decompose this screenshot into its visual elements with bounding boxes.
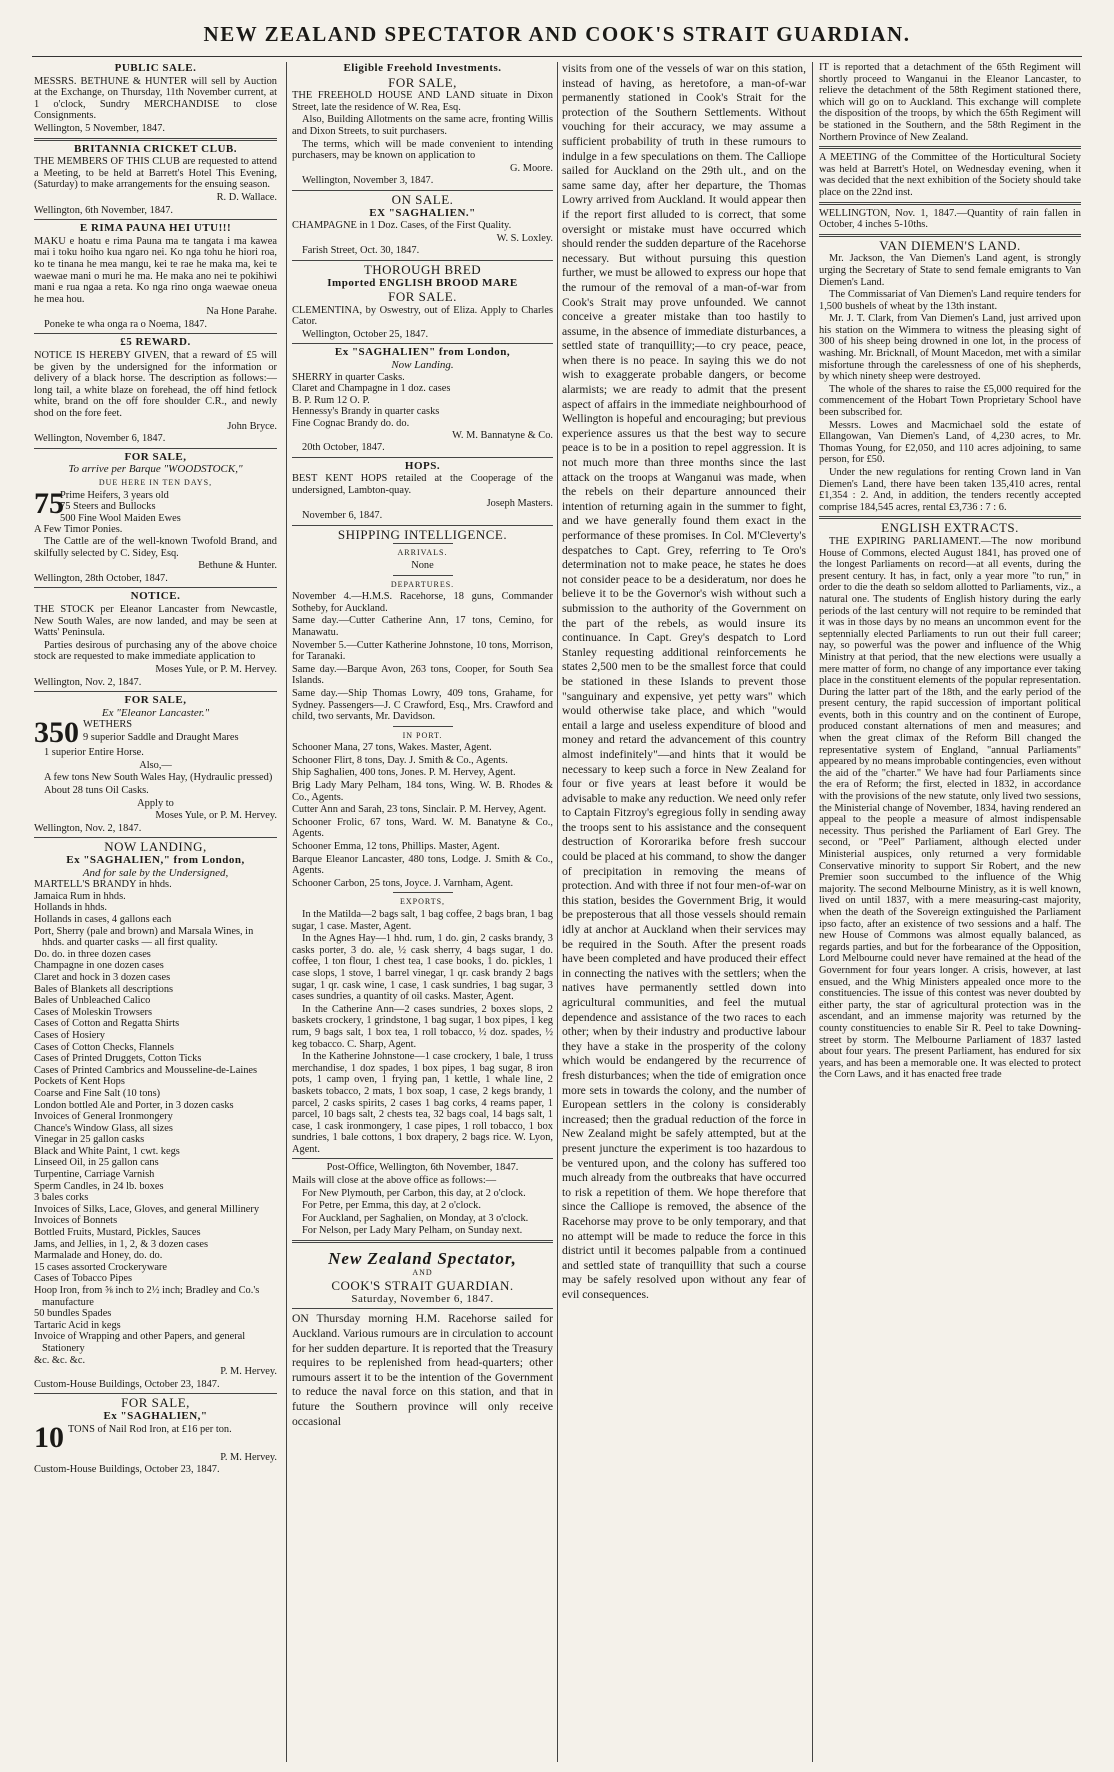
departures-list [292, 591, 553, 723]
divider [34, 219, 277, 220]
list-item: Invoices of General Ironmongery [34, 1111, 173, 1123]
list-item: Sperm Candles, in 24 lb. boxes [34, 1180, 164, 1192]
list-item: Vinegar in 25 gallon casks [34, 1134, 145, 1146]
ad-heading: FOR SALE, [124, 450, 187, 463]
ad-date: Wellington, November 3, 1847. [302, 175, 434, 187]
ad-brood-mare [292, 261, 553, 341]
newspaper-title: New Zealand Spectator, [328, 1249, 517, 1269]
list-item: Cases of Cotton Checks, Flannels [34, 1041, 174, 1053]
masthead-rule [32, 56, 1082, 57]
departure-entry: Same day.—Barque Avon, 263 tons, Cooper, for South Sea Islands. [292, 663, 553, 687]
ad-signature: P. M. Hervey. [220, 1451, 277, 1463]
list-item: Invoices of Silks, Lace, Gloves, and general Millinery [34, 1203, 260, 1215]
ad-subheading: Ex "Eleanor Lancaster." [101, 706, 210, 719]
ad-freehold [292, 63, 553, 187]
divider [292, 190, 553, 191]
list-item: Cases of Cotton and Regatta Shirts [34, 1018, 180, 1030]
ad-date: Wellington, November 6, 1847. [34, 433, 166, 445]
goods-list [292, 372, 553, 430]
ad-line: About 28 tuns Oil Casks. [44, 785, 149, 797]
shipping-intelligence [292, 526, 553, 1156]
list-item: 3 bales corks [34, 1192, 89, 1204]
ad-date: November 6, 1847. [302, 510, 383, 522]
ad-date: Wellington, Nov. 2, 1847. [34, 676, 142, 688]
in-port-entry: Ship Saghalien, 400 tons, Jones. P. M. Hervey, Agent. [292, 767, 516, 779]
ad-public-sale [34, 63, 277, 135]
ad-sherry [292, 347, 553, 453]
list-item: Champagne in one dozen cases [34, 960, 164, 972]
list-item: 15 cases assorted Crockeryware [34, 1261, 168, 1273]
column-4 [819, 62, 1081, 1762]
divider [393, 543, 453, 544]
list-item: Prime Heifers, 3 years old [60, 489, 169, 501]
ad-heading: FOR SALE, [121, 1395, 190, 1411]
divider [292, 1240, 553, 1243]
divider [34, 587, 277, 588]
list-item: A Few Timor Ponies. [34, 524, 123, 536]
ad-subheading: FOR SALE, [388, 74, 457, 90]
ad-body: NOTICE IS HEREBY GIVEN, that a reward of £5 will be given by the undersigned for the information or delivery of a black horse. The description as follows:—long tail, a white blaze on forehead, the off hind fetlock white, brand on the off fore shoulder C.R., and newly shod on the fore feet. [34, 350, 277, 420]
ad-signature: P. M. Hervey. [220, 1366, 277, 1378]
ad-wethers [34, 695, 277, 834]
ad-signature: W. S. Loxley. [496, 232, 553, 244]
ad-note: DUE HERE IN TEN DAYS, [98, 478, 213, 487]
ad-line: Apply to [137, 797, 174, 809]
subsection-heading: ARRIVALS. [397, 548, 448, 558]
ad-hops [292, 461, 553, 522]
list-item: SHERRY in quarter Casks. [292, 371, 405, 383]
divider [393, 892, 453, 893]
ad-heading: NOW LANDING, [104, 839, 207, 855]
export-entry: In the Agnes Hay—1 hhd. rum, 1 do. gin, 2 casks brandy, 3 casks porter, 3 do. ale, ½ cask sherry, 4 bags sugar, 1 do. coffee, 1 ton flour, 1 chest tea, 1 case books, 1 do. pickles, 1 case slops, 1 stove, 1 barrel vinegar, 1 qr. cask brandy 2 bags sugar, 1 qr. cask wine, 1 case, 1 cask sundries, 1 bag sugar, 3 cases sundries, a quantity of oil casks. Master, Agent. [292, 933, 553, 1003]
list-item: Claret and hock in 3 dozen cases [34, 971, 171, 983]
list-item: Fine Cognac Brandy do. do. [292, 418, 410, 430]
divider [34, 1393, 277, 1394]
column-3 [562, 62, 806, 1762]
ad-signature: G. Moore. [510, 162, 553, 174]
ad-heading: THOROUGH BRED [363, 261, 482, 277]
news-paragraph: Messrs. Lowes and Macmichael sold the estate of Ellangowan, Van Diemen's Land, of 4,230 acres, to Mr. Thomas Young, for £2,050, and 110 acres adjoining, to same person, for £50. [819, 419, 1081, 466]
ad-rima-pauna [34, 223, 277, 330]
ad-body: THE MEMBERS OF THIS CLUB are requested to attend a Meeting, to be held at Barrett's Hotel This Evening, (Saturday) to make arrangements for the ensuing season. [34, 156, 277, 191]
ad-line: 1 superior Entire Horse. [44, 747, 144, 759]
ad-date: 20th October, 1847. [302, 442, 385, 454]
ad-body: Parties desirous of purchasing any of the above choice stock are requested to make immediate application to [34, 639, 277, 663]
list-item: Linseed Oil, in 25 gallon cans [34, 1157, 159, 1169]
divider [292, 457, 553, 458]
divider [819, 516, 1081, 519]
editorial-lead: ON Thursday morning H.M. Racehorse sailed for Auckland. Various rumours are in circulation to account for her sudden departure. It is reported that the Treasury requires to be replenished from head-quarters; other rumours assert it to be the intention of the Government to reduce the naval force on this station, and that in future the Southern province will only receive occasional [292, 1312, 553, 1428]
ad-date: Wellington, Nov. 2, 1847. [34, 822, 142, 834]
news-paragraph: Under the new regulations for renting Crown land in Van Diemen's Land, there have been taken 135,410 acres, rental £1,354 : 2. And, in addition, the tenders recently accepted comprise 184,545 acres, rental £3,736 : 7 : 6. [819, 467, 1081, 513]
ad-subheading: Ex "SAGHALIEN," from London, [66, 854, 245, 867]
in-port-entry: Schooner Frolic, 67 tons, Ward. W. M. Banatyne & Co., Agents. [292, 816, 553, 840]
ad-signature: Na Hone Parahe. [206, 306, 277, 318]
section-heading: ENGLISH EXTRACTS. [881, 520, 1019, 536]
ad-woodstock [34, 452, 277, 585]
ad-nail-rod-iron [34, 1397, 277, 1475]
list-item: London bottled Ale and Porter, in 3 dozen casks [34, 1099, 234, 1111]
ad-signature: John Bryce. [227, 420, 277, 432]
divider [819, 202, 1081, 205]
news-paragraph: The Commissariat of Van Diemen's Land require tenders for 1,500 bushels of wheat by the 13th instant. [819, 289, 1081, 312]
notice-body: Mails will close at the above office as follows:— [292, 1175, 497, 1187]
ad-signature: Moses Yule, or P. M. Hervey. [155, 663, 277, 675]
column-rule [812, 62, 813, 1762]
ad-notice [34, 591, 277, 688]
list-item: &c. &c. &c. [34, 1354, 86, 1366]
stock-list [34, 486, 277, 536]
in-port-entry: Brig Lady Mary Pelham, 184 tons, Wing. W. B. Rhodes & Co., Agents. [292, 780, 553, 803]
divider [34, 333, 277, 334]
big-number: 350 [34, 716, 79, 750]
export-entry: In the Matilda—2 bags salt, 1 bag coffee, 2 bags bran, 1 bag sugar, 1 case. Master, Agent. [292, 909, 553, 932]
divider [393, 726, 453, 727]
list-item: Chance's Window Glass, all sizes [34, 1122, 173, 1134]
list-item: Cases of Printed Druggets, Cotton Ticks [34, 1053, 202, 1065]
list-item: Claret and Champagne in 1 doz. cases [292, 383, 451, 395]
news-paragraph: WELLINGTON, Nov. 1, 1847.—Quantity of rain fallen in October, 4 inches 5-10ths. [819, 207, 1081, 231]
ad-body: Also, Building Allotments on the same acre, fronting Willis and Dixon Streets, to suit purchasers. [292, 114, 553, 137]
masthead: NEW ZEALAND SPECTATOR AND COOK'S STRAIT GUARDIAN. [203, 22, 911, 46]
column-rule [557, 62, 558, 1762]
post-office-notice [292, 1162, 553, 1237]
ad-heading: BRITANNIA CRICKET CLUB. [74, 142, 237, 155]
ad-date: Wellington, October 25, 1847. [302, 328, 429, 340]
list-item: Invoices of Bonnets [34, 1215, 118, 1227]
ad-heading: E RIMA PAUNA HEI UTU!!! [79, 222, 232, 235]
list-item: Hoop Iron, from ⅝ inch to 2½ inch; Bradley and Co.'s manufacture [34, 1285, 260, 1308]
list-item: Cases of Moleskin Trowsers [34, 1006, 153, 1018]
departure-entry: November 5.—Cutter Katherine Johnstone, 10 tons, Morrison, for Taranaki. [292, 639, 553, 663]
list-item: 75 Steers and Bullocks [60, 501, 156, 513]
ad-subheading: Ex "SAGHALIEN," [103, 1409, 208, 1422]
title-date: Saturday, November 6, 1847. [351, 1292, 494, 1305]
ad-heading: Eligible Freehold Investments. [343, 62, 502, 74]
ad-heading: FOR SALE, [124, 694, 187, 707]
list-item: For New Plymouth, per Carbon, this day, at 2 o'clock. [302, 1187, 526, 1199]
list-item: Black and White Paint, 1 cwt. kegs [34, 1145, 180, 1157]
divider [34, 138, 277, 141]
in-port-list [292, 742, 553, 889]
list-item: Coarse and Fine Salt (10 tons) [34, 1087, 161, 1099]
in-port-entry: Schooner Flirt, 8 tons, Day. J. Smith & Co., Agents. [292, 754, 508, 766]
ad-subheading: And for sale by the Undersigned, [82, 866, 229, 879]
ad-subheading: To arrive per Barque "WOODSTOCK," [68, 463, 243, 476]
section-heading: SHIPPING INTELLIGENCE. [337, 526, 508, 542]
title-subtitle: COOK'S STRAIT GUARDIAN. [331, 1278, 514, 1294]
ad-heading: Ex "SAGHALIEN" from London, [334, 346, 511, 359]
export-entry: In the Catherine Ann—2 cases sundries, 2 boxes slops, 2 baskets crockery, 1 grindstone, 1 bag sugar, 1 box pipes, 1 keg rum, 9 bags salt, 1 box tea, 1 roll tobacco, ½ doz. spades, ½ keg tobacco. C. Sharp, Agent. [292, 1003, 553, 1050]
ad-signature: Joseph Masters. [486, 497, 553, 509]
goods-list [34, 879, 277, 1366]
ad-cricket-club [34, 144, 277, 217]
ad-body: TONS of Nail Rod Iron, at £16 per ton. [68, 1423, 232, 1435]
ad-body: THE FREEHOLD HOUSE AND LAND situate in Dixon Street, late the residence of W. Rea, Esq. [292, 90, 553, 113]
column-1 [34, 62, 277, 1762]
ad-line: WETHERS [83, 719, 133, 731]
export-entry: In the Katherine Johnstone—1 case crockery, 1 bale, 1 truss merchandise, 1 doz spades, 1 box pipes, 1 bag sugar, 8 iron pots, 1 camp oven, 1 frying pan, 1 kettle, 1 whale line, 2 baskets tobacco, 2 mats, 1 box soap, 1 case, 2 kegs brandy, 1 parcel, 2 casks spirits, 2 cases 1 bag corks, 4 reams paper, 1 parcel, 10 bags salt, 2 chests tea, 32 bags coal, 14 bags salt, 1 case, 1 cask ironmongery, 1 case pipes, 1 roll tobacco, 1 box sundries, 1 bale cottons, 1 box drapery, 2 bags rice. W. Lyon, Agent. [292, 1051, 553, 1155]
arrivals-text: None [411, 559, 434, 571]
in-port-entry: Schooner Carbon, 25 tons, Joyce. J. Varnham, Agent. [292, 877, 514, 889]
news-paragraph: The whole of the shares to raise the £5,000 required for the commencement of the Hobart Town Proprietary School have been subscribed for. [819, 383, 1081, 419]
list-item: Do. do. in three dozen cases [34, 948, 151, 960]
editorial-title [292, 1249, 553, 1305]
big-number: 75 [34, 486, 64, 520]
departure-entry: Same day.—Ship Thomas Lowry, 409 tons, Grahame, for Sydney. Passengers—J. C Crawford, Esq., Mrs. Crawford and child, two servants, Mr. Davidson. [292, 687, 553, 723]
news-paragraph: Mr. J. T. Clark, from Van Diemen's Land, just arrived upon his station on the Wimmera to witness the pleasing sight of 300 of his sheep being drowned in one lot, in the process of washing. Mr. Bricknall, of Mount Macedon, met with a similar misfortune through the carelessness of one of his shepherds, by which ninety sheep were destroyed. [819, 313, 1081, 383]
list-item: Port, Sherry (pale and brown) and Marsala Wines, in hhds. and quarter casks — all first quality. [34, 925, 254, 949]
list-item: Hennessy's Brandy in quarter casks [292, 406, 440, 418]
column-2 [292, 62, 553, 1762]
ad-date: Custom-House Buildings, October 23, 1847. [34, 1464, 220, 1476]
ad-heading: ON SALE. [391, 191, 454, 207]
divider [292, 1158, 553, 1159]
notice-heading: Post-Office, Wellington, 6th November, 1847. [326, 1162, 519, 1174]
ad-now-landing [34, 841, 277, 1390]
divider [34, 837, 277, 838]
ad-line: Also,— [139, 759, 172, 771]
ad-heading: HOPS. [404, 459, 441, 472]
ad-body: CHAMPAGNE in 1 Doz. Cases, of the First Quality. [292, 220, 512, 232]
ad-body: CLEMENTINA, by Oswestry, out of Eliza. Apply to Charles Cator. [292, 304, 553, 328]
ad-champagne [292, 191, 553, 257]
ad-date: Wellington, 5 November, 1847. [34, 122, 165, 134]
ad-body: The terms, which will be made convenient to intending purchasers, may be known on application to [292, 138, 553, 162]
big-number: 10 [34, 1420, 64, 1454]
editorial-body: visits from one of the vessels of war on this station, instead of having, as heretofore, a man-of-war permanently stationed in Cook's Strait for the protection of the Southern Settlements. Without vouching for their accuracy, we may assume a sufficient probability of truth in these rumours to indulge in a few speculations on them. The Calliope sailed for Auckland on the 29th ult., and on the same same day, after her departure, the Thomas Lowry arrived from Auckland. It would appear then if the report first alluded to is correct, that some oversight or mistake must have occurred which should render the sudden departure of the Racehorse necessary. But without pursuing this question further, we must be allowed to express our hope that the rumour of the removal of a man-of-war from Cook's Strait may prove unfounded. We cannot conceive a greater mistake than too hastily to assume, in the absence of immediate disturbances, a settled state of tranquillity;—to cry peace, peace, when there is no peace. In saying this we do not wish to exaggerate probable dangers, or become alarmists; we are ready to admit that the present aspect of affairs in the immediate neighbourhood of Wellington is hopeful and encouraging; but previous experience assures us that the best way to secure peace is to be in a position to repel aggression. It is not much more than three months since the last attack on the troops at Wanganui was made, when the rebels on their departure announced their intention of returning again in the summer to fight, and we have generally found them exact in the performance of these promises. In Col. M'Cleverty's despatches to Capt. Grey, referring to Te Oro's determination not to make peace, he states he does not consider peace to be a desideratum, nor does he believe it to be the Governor's wish without such a submission to the authority of the Government on the part of the rebels, as would insure its continuance. In Capt. Grey's despatch to Lord Stanley requesting additional reinforcements he states 2,500 men to be the smallest force that could be stationed in these Islands to prevent those "sanguinary and expensive, yet petty wars" which would otherwise take place, and which "would entail a large and useless expenditure of blood and money and retard the advancement of this country almost indefinitely"—and hints that it would be necessary to keep such a force in New Zealand for four or five years at least before it would be advisable to make any reduction. We need only refer to Captain Fitzroy's egregious folly in sending away the troops sent to his assistance and the consequent destruction of Kororarika before fresh succour could be placed at his command, to show the danger of precipitation in removing the means of protection. And with three if not four men-of-war on this station, besides the Government Brig, it would be preposterous that all those vessels should remain idly at anchor at Auckland when their services may be required in the South. After the present roads have been completed and have produced their effect in connecting the natives with the settlers; when the natives have permanently settled down into agricultural communities, and feel the mutual dependence and assistance of the two races to each other; when by their industry and productive labour they have a stake in the prosperity of the colony which would be endangered by the recurrence of fresh disturbances; when the tide of emigration once more sets in towards the colony, and the number of European settlers in the colony is considerably increased; then the gradual reduction of the force in New Zealand might be safely attempted, but at the present juncture the experiment is too hazardous to be ventured upon, and the colony has suffered too much already from the outbreaks that have occurred to risk a repetition of them. We hope therefore that since the Calliope is removed, the absence of the Racehorse may prove to be only temporary, and that no attempt will be made to reduce the force in this district until it becomes palpable from a continued and settled state of tranquillity that such a course may be safely resolved upon without any fear of evil consequences. [562, 62, 806, 1301]
list-item: Marmalade and Honey, do. do. [34, 1250, 163, 1262]
departure-entry: Same day.—Cutter Catherine Ann, 17 tons, Cemino, for Manawatu. [292, 615, 553, 638]
divider [34, 691, 277, 692]
divider [292, 1308, 553, 1309]
ad-body: THE STOCK per Eleanor Lancaster from Newcastle, New South Wales, are now landed, and may be seen at Watts' Peninsula. [34, 603, 277, 639]
ad-date: Custom-House Buildings, October 23, 1847. [34, 1378, 220, 1390]
ad-subheading: Now Landing. [391, 359, 454, 372]
ad-date: Wellington, 28th October, 1847. [34, 572, 168, 584]
ad-reward [34, 337, 277, 444]
ad-heading: NOTICE. [130, 590, 181, 603]
list-item: Cases of Hosiery [34, 1029, 105, 1041]
section-heading: VAN DIEMEN'S LAND. [879, 237, 1021, 253]
ad-body: MAKU e hoatu e rima Pauna ma te tangata i ma kawea mai i toku hoiho kua ngaro nei. Ko nga tohu he hiori roa, ko te tinana he mea mangu, kei te rae he maka ma, kei te waewae mani o muri he ma. He maka ano nei te pokihiwi mani e rua ngaa a reta. Ko nga rino onga waewae oneua he mea hou. [34, 235, 277, 305]
ad-subheading: FOR SALE. [388, 289, 457, 305]
list-item: Hollands in cases, 4 gallons each [34, 914, 172, 925]
divider [34, 448, 277, 449]
list-item: 50 bundles Spades [34, 1308, 112, 1320]
ad-date: Wellington, 6th November, 1847. [34, 204, 173, 216]
list-item: Jams, and Jellies, in 1, 2, & 3 dozen cases [34, 1238, 209, 1250]
ad-line: A few tons New South Wales Hay, (Hydraulic pressed) [44, 772, 273, 784]
ad-heading: Imported ENGLISH BROOD MARE [327, 276, 518, 289]
column-rule [286, 62, 287, 1762]
ad-signature: R. D. Wallace. [216, 191, 277, 203]
van-diemens-land-news [819, 253, 1081, 513]
list-item: Invoice of Wrapping and other Papers, and general Stationery [34, 1331, 246, 1354]
news-paragraph: A MEETING of the Committee of the Horticultural Society was held at Barrett's Hotel, on Wednesday evening, when it was decided that the next exhibition of the Society should take place on the 22nd inst. [819, 152, 1081, 198]
ad-signature: Bethune & Hunter. [198, 560, 277, 572]
list-item: Turpentine, Carriage Varnish [34, 1169, 155, 1181]
ad-body: BEST KENT HOPS retailed at the Cooperage of the undersigned, Lambton-quay. [292, 473, 553, 496]
ad-heading: PUBLIC SALE. [114, 62, 197, 74]
list-item: 500 Fine Wool Maiden Ewes [60, 512, 181, 524]
list-item: Bales of Unbleached Calico [34, 995, 151, 1007]
list-item: Bales of Blankets all descriptions [34, 983, 174, 995]
list-item: Tartaric Acid in kegs [34, 1319, 121, 1331]
list-item: For Petre, per Emma, this day, at 2 o'clock. [302, 1200, 481, 1212]
list-item: For Auckland, per Saghalien, on Monday, at 3 o'clock. [302, 1212, 529, 1224]
in-port-entry: Schooner Mana, 27 tons, Wakes. Master, Agent. [292, 742, 492, 754]
list-item: Hollands in hhds. [34, 902, 108, 914]
ad-subheading: EX "SAGHALIEN." [369, 206, 476, 219]
ad-date: Farish Street, Oct. 30, 1847. [302, 245, 420, 257]
divider [393, 575, 453, 576]
in-port-entry: Schooner Emma, 12 tons, Phillips. Master, Agent. [292, 841, 500, 853]
subsection-heading: EXPORTS, [399, 897, 446, 907]
divider [292, 260, 553, 261]
list-item: MARTELL'S BRANDY in hhds. [34, 879, 172, 891]
ad-line: 9 superior Saddle and Draught Mares [83, 731, 239, 743]
ad-signature: W. M. Bannatyne & Co. [452, 429, 553, 441]
list-item: B. P. Rum 12 O. P. [292, 394, 370, 406]
list-item: Cases of Tobacco Pipes [34, 1273, 133, 1285]
news-paragraph: Mr. Jackson, the Van Diemen's Land agent, is strongly urging the Secretary of State to send female emigrants to Van Diemen's Land. [819, 253, 1081, 288]
subsection-heading: IN PORT. [402, 730, 443, 740]
ad-body: MESSRS. BETHUNE & HUNTER will sell by Auction at the Exchange, on Thursday, 11th November current, at 1 o'clock, Sundry MERCHANDISE to close Consignments. [34, 75, 277, 122]
divider [292, 525, 553, 526]
divider [819, 146, 1081, 149]
ad-date: Poneke te wha onga ra o Noema, 1847. [44, 318, 208, 330]
list-item: Bottled Fruits, Mustard, Pickles, Sauces [34, 1227, 201, 1239]
in-port-entry: Barque Eleanor Lancaster, 480 tons, Lodge. J. Smith & Co., Agents. [292, 853, 553, 877]
exports-list [292, 909, 553, 1155]
news-paragraph: IT is reported that a detachment of the 65th Regiment will shortly proceed to Wanganui in the Eleanor Lancaster, to relieve the detachment of the 58th Regiment stationed there, which will go on to Auckland. This exchange will complete the disposition of the troops, by which the 65th Regiment will be stationed in the Southern, and the 58th Regiment in the Northern Province of New Zealand. [819, 62, 1081, 143]
departure-entry: November 4.—H.M.S. Racehorse, 18 guns, Commander Sotheby, for Auckland. [292, 591, 553, 614]
ad-body: The Cattle are of the well-known Twofold Brand, and skilfully selected by C. Sidey, Esq. [34, 535, 277, 559]
ad-signature: Moses Yule, or P. M. Hervey. [155, 810, 277, 822]
list-item: Pockets of Kent Hops [34, 1076, 125, 1088]
ad-heading: £5 REWARD. [120, 336, 191, 349]
subsection-heading: DEPARTURES. [390, 579, 455, 589]
title-and: AND [412, 1267, 433, 1277]
list-item: Cases of Printed Cambrics and Mousseline-de-Laines [34, 1064, 258, 1076]
list-item: Jamaica Rum in hhds. [34, 890, 126, 902]
divider [292, 343, 553, 344]
divider [819, 234, 1081, 237]
list-item: For Nelson, per Lady Mary Pelham, on Sunday next. [302, 1225, 523, 1237]
in-port-entry: Cutter Ann and Sarah, 23 tons, Sinclair. P. M. Hervey, Agent. [292, 804, 547, 816]
english-extract: THE EXPIRING PARLIAMENT.—The now moribund House of Commons, elected August 1841, has proved one of the longest Parliaments on record—at all events, during the present century. It has, in fact, only a year more "to run," in order to die the death so seldom allotted to Parliaments, viz., a natural one. The students of English history during the early periods of the last century will not require to be reminded that it was in those days by no means an uncommon event for the septennially elected Parliaments to run out their full career; nay, so powerful was the power and influence of the Whig Ministry at that period, that the new elections were usually a mere matter of form, no change of any importance ever taking place in the constituent elements of the popular representation. During the latter part of the 18th, and the early period of the present century, the rapid succession of important political events, both in this country and on the continent of Europe, produced constant alternations of men and measures; and when the great climax of the Reform Bill changed the representative system of England, "annual Parliaments" appeared by no means improbable contingencies, even without the aid of the "charter." We have had four Parliaments since the era of Reform; the first, elected in 1832, in accordance with the provisions of the new statute, only lived two sessions, the Ministerial change of November, 1834, having rendered an appeal to the people a measure of almost indispensable necessity. Thus perished the Parliament of Earl Grey. The second, or "Peel" Parliament, although elected under Ministerial auspices, only returned a very formidable Conservative minority to support Sir Robert, and the new Premier soon succumbed to the influence of the Whig majority. The second Melbourne Ministry, as it is well known, lived on until 1837, with a mere measuring-cast majority, when the death of the Sovereign extinguished the Parliament ipso facto, after an existence of two sessions and a half. The new House of Commons was almost equally balanced, as regards parties, and but for the forbearance of the Opposition, Lord Melbourne could never have remained at the head of the Government for four years longer. A crisis, however, at last ensued, and the Whig Ministers appealed once more to the constituencies. The issue of this contest was never doubted by either party, the star of agricultural protection was in the ascendant, and an immense majority was returned by the county constituencies to enable Sir R. Peel to take Downing-street by storm. The Melbourne Parliament of 1837 lasted about four years. The present Parliament, has endured for six years, and has been a memorable one. It was elected to protect the Corn Laws, and it has enacted free trade [819, 535, 1081, 1081]
